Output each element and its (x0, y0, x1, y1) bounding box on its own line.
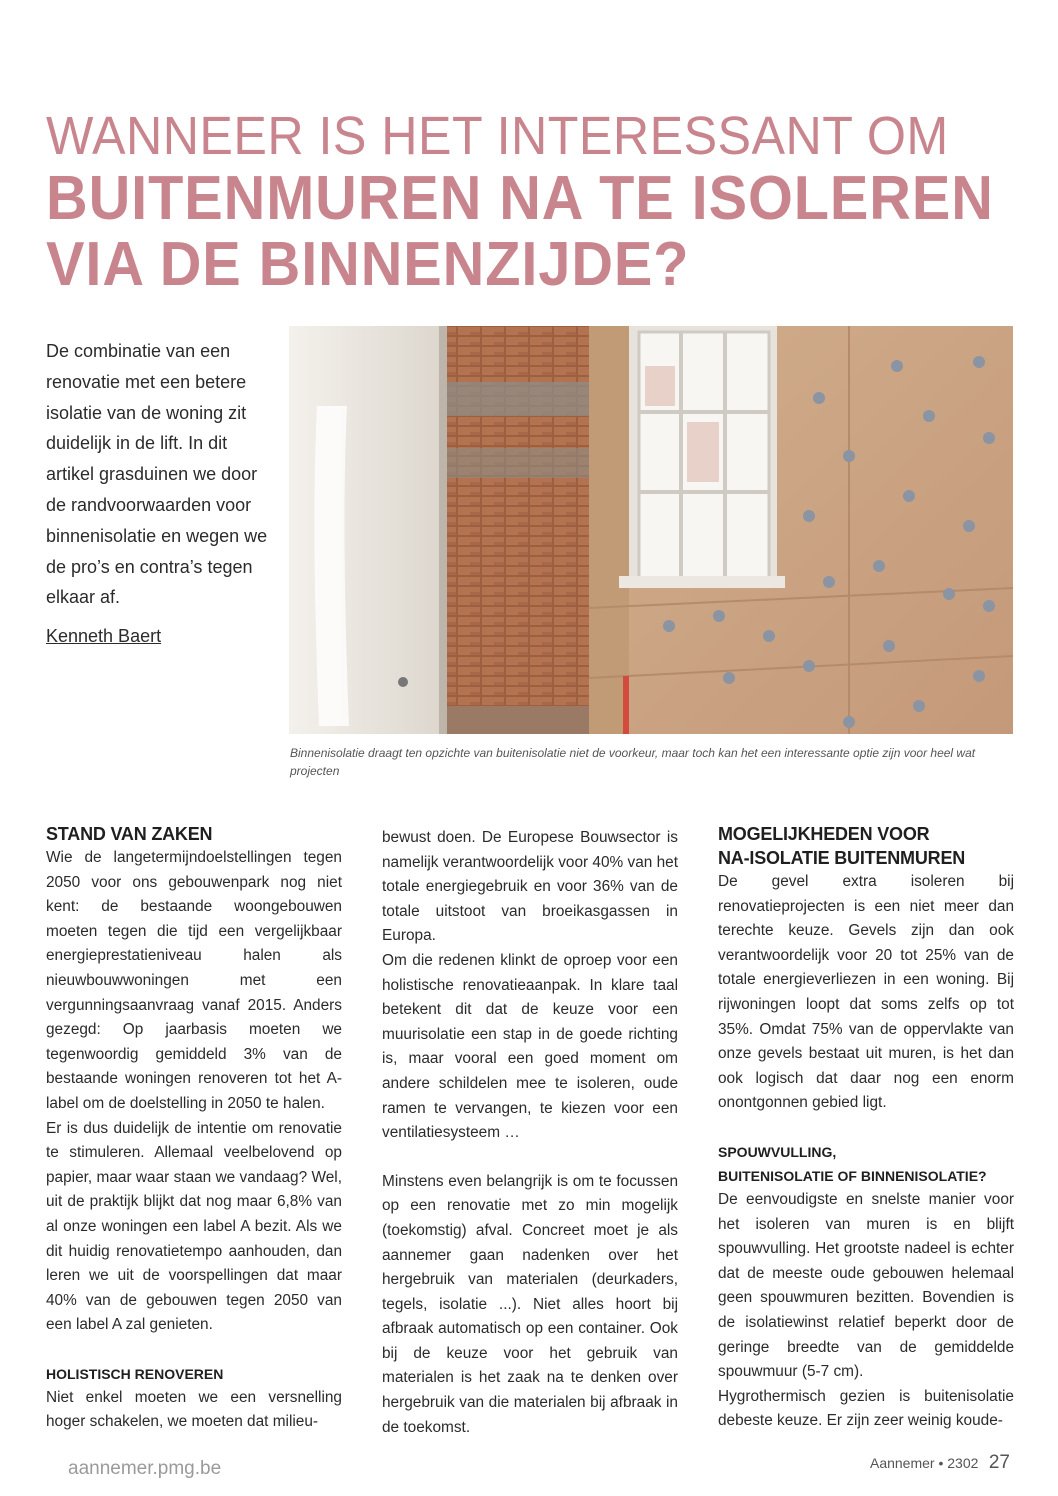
photo-caption: Binnenisolatie draagt ten opzichte van buitenisolatie niet de voorkeur, maar toch kan het een interessante optie zijn voor heel wat projecten (290, 746, 976, 778)
section-heading-holistisch-renoveren: HOLISTISCH RENOVEREN (46, 1365, 224, 1382)
magazine-issue: Aannemer • 2302 (869, 1455, 979, 1471)
paragraph: Om die redenen klinkt de oproep voor een holistische renovatieaanpak. In klare taal betekent dit dat de keuze voor een muurisolatie een stap in de goede richting is, maar vooral een goed moment om andere schildelen mee te isoleren, oude ramen te vervangen, te kiezen voor een ventilatiesysteem … (382, 951, 678, 1142)
section-heading-stand-van-zaken: STAND VAN ZAKEN (46, 824, 213, 844)
section-heading-mogelijkheden (718, 822, 1014, 870)
heading-line: SPOUWVULLING, (718, 1143, 837, 1160)
headline-line-3: VIA DE BINNENZIJDE? (46, 230, 690, 299)
paragraph: De gevel extra isoleren bij renovatieprojecten is een niet meer dan terechte keuze. Gevels zijn dan ook verantwoordelijk voor 20 tot 25% van de totale energieverliezen in een woning. Bij rijwoningen loopt dat soms zelfs op tot 35%. Omdat 75% van de oppervlakte van onze gevels bestaat uit muren, is het dan ook logisch dat daar nog een enorm onontgonnen gebied ligt. (718, 873, 1014, 1112)
heading-line: NA-ISOLATIE BUITENMUREN (718, 848, 966, 868)
footer-page-info (870, 1452, 1010, 1474)
headline-line-1: WANNEER IS HET INTERESSANT OM (46, 106, 949, 166)
section-heading-spouwvulling (718, 1140, 1014, 1188)
page-number: 27 (988, 1452, 1010, 1473)
paragraph: Hygrothermisch gezien is buitenisolatie debeste keuze. Er zijn zeer weinig koude- (718, 1387, 1014, 1430)
paragraph: Minstens even belangrijk is om te focussen op een renovatie met zo min mogelijk (toekomstig) afval. Concreet moet je als aannemer gaan nadenken over het hergebruik van materialen (deurkaders, tegels, isolatie ...). Niet alles hoort bij afbraak automatisch op een container. Ook bij de keuze voor het gebruik van materialen is het zaak na te denken over hergebruik van die materialen bij afbraak in de toekomst. (382, 1172, 678, 1436)
paragraph: Er is dus duidelijk de intentie om renovatie te stimuleren. Allemaal veelbelovend op papier, maar waar staan we vandaag? Wel, uit de praktijk blijkt dat nog maar 6,8% van al onze woningen een label A bezit. Als we dit huidig renovatietempo aanhouden, dan leren we uit de voorspellingen dat maar 40% van de gebouwen tegen 2050 van een label A zal genieten. (46, 1119, 342, 1334)
intro-text: De combinatie van een renovatie met een betere isolatie van de woning zit duidelijk in de lift. In dit artikel grasduinen we door de randvoorwaarden voor binnenisolatie en wegen we de pro’s en contra’s tegen elkaar af. (46, 341, 268, 608)
column-1 (46, 822, 342, 1435)
author-link[interactable]: Kenneth Baert (46, 626, 162, 646)
heading-line: BUITENISOLATIE OF BINNENISOLATIE? (718, 1167, 987, 1184)
headline-line-2: BUITENMUREN NA TE ISOLEREN (46, 164, 994, 233)
paragraph: Wie de langetermijndoelstellingen tegen 2050 voor ons gebouwenpark nog niet kent: de bestaande woongebouwen moeten tegen die tijd een vergelijkbaar energieprestatieniveau halen als nieuwbouwwoningen met een vergunningsaanvraag vanaf 2015. Anders gezegd: Op jaarbasis moeten we tegenwoordig gemiddeld 3% van de bestaande woningen renoveren tot het A-label om de doelstelling in 2050 te halen. (46, 849, 342, 1112)
paragraph: Niet enkel moeten we een versnelling hoger schakelen, we moeten dat milieu- (46, 1388, 342, 1431)
footer-website-link[interactable]: aannemer.pmg.be (68, 1458, 222, 1479)
column-3 (718, 822, 1014, 1434)
paragraph: De eenvoudigste en snelste manier voor het isoleren van muren is en blijft spouwvulling. Het grootste nadeel is echter dat de meeste oude gebouwen helemaal geen spouwmuren bezitten. Bovendien is de isolatiewinst relatief beperkt door de geringe breedte van de gemiddelde spouwmuur (5-7 cm). (718, 1190, 1014, 1381)
column-2 (382, 826, 678, 1440)
paragraph: bewust doen. De Europese Bouwsector is namelijk verantwoordelijk voor 40% van het totale energiegebruik en voor 36% van de totale uitstoot van broeikasgassen in Europa. (382, 829, 678, 945)
article-photo (289, 326, 1013, 734)
heading-line: MOGELIJKHEDEN VOOR (718, 824, 930, 844)
